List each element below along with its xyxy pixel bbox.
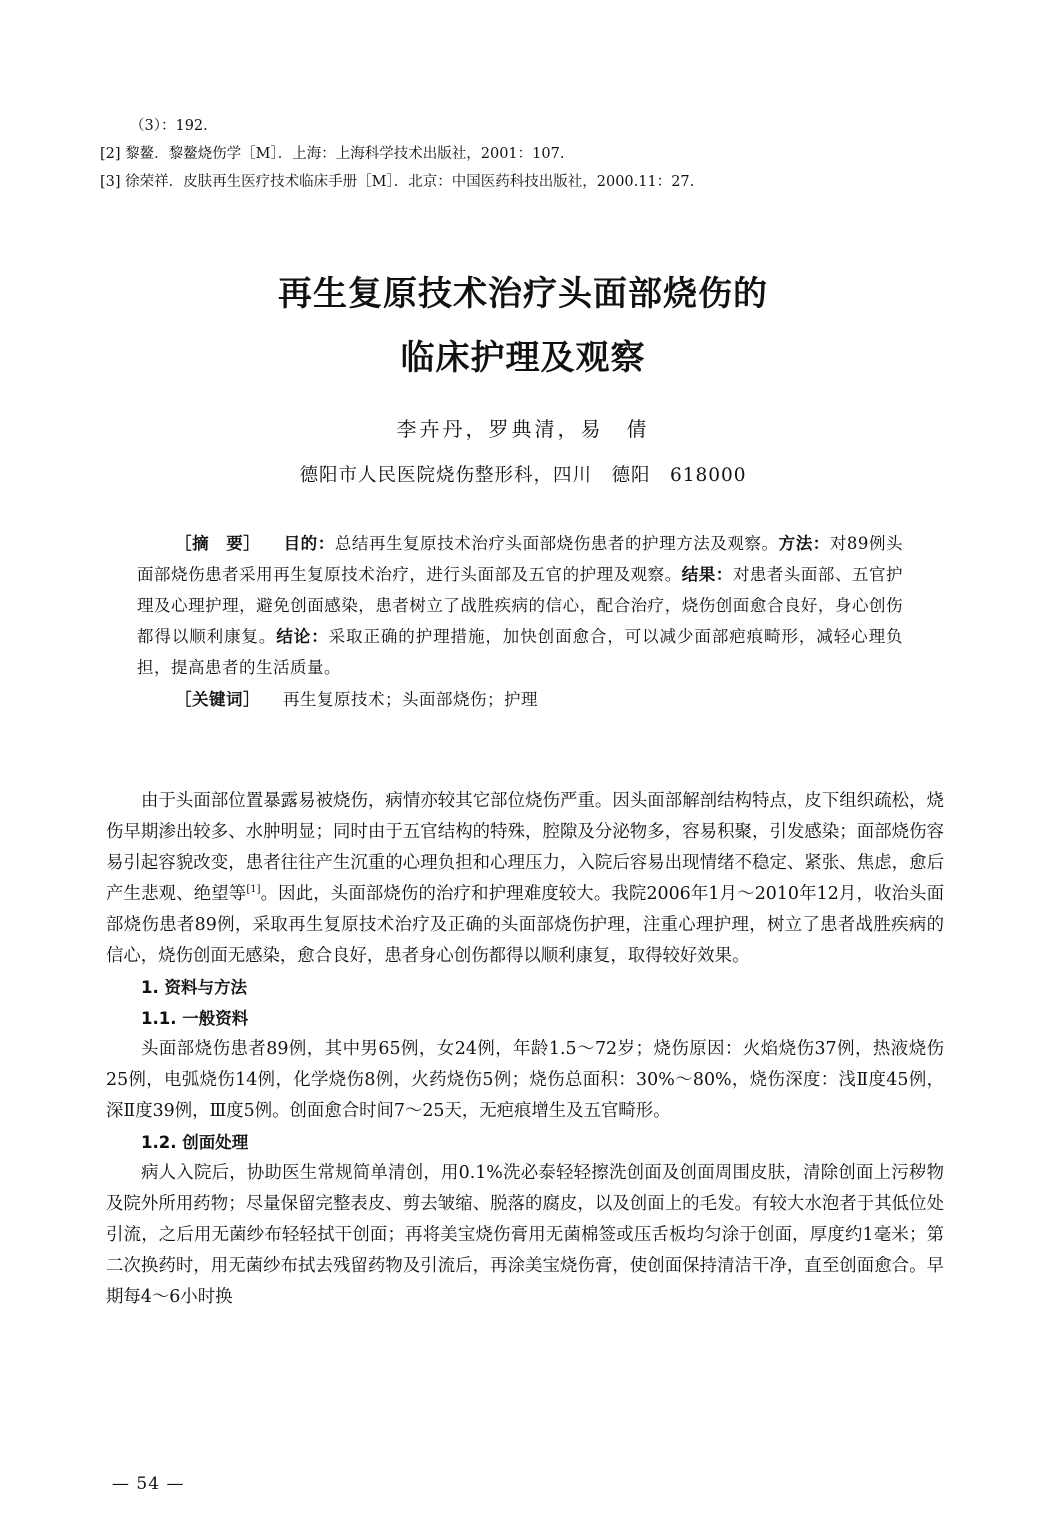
article-title-line-2: 临床护理及观察 xyxy=(400,338,646,378)
reference-list xyxy=(100,112,960,196)
results-text: 对患者头面部、五官护理及心理护理，避免创面感染，患者树立了战胜疾病的信心，配合治疗，烧伤创面愈合良好，身心创伤都得以顺利康复。 xyxy=(137,565,904,646)
wound-care-paragraph: 病人入院后，协助医生常规简单清创，用0.1%洗必泰轻轻擦洗创面及创面周围皮肤，清除创面上污秽物及院外所用药物；尽量保留完整表皮、剪去皱缩、脱落的腐皮，以及创面上的毛发。有较大水泡者于其低位处引流，之后用无菌纱布轻轻拭干创面；再将美宝烧伤膏用无菌棉签或压舌板均匀涂于创面，厚度约1毫米；第二次换药时，用无菌纱布拭去残留药物及引流后，再涂美宝烧伤膏，使创面保持清洁干净，直至创面愈合。早期每4～6小时换 xyxy=(106,1163,944,1307)
methods-label: 方法： xyxy=(778,534,830,553)
conclusion-text: 采取正确的护理措施，加快创面愈合，可以减少面部疤痕畸形，减轻心理负担，提高患者的生活质量。 xyxy=(137,627,904,677)
objective-label: 目的： xyxy=(283,534,335,553)
affiliation: 德阳市人民医院烧伤整形科，四川 德阳 618000 xyxy=(299,465,747,486)
intro-text: 由于头面部位置暴露易被烧伤，病情亦较其它部位烧伤严重。因头面部解剖结构特点，皮下组织疏松，烧伤早期渗出较多、水肿明显；同时由于五官结构的特殊，腔隙及分泌物多，容易积聚，引发感染；面部烧伤容易引起容貌改变，患者往往产生沉重的心理负担和心理压力，入院后容易出现情绪不稳定、紧张、焦虑，愈后产生悲观、绝望等 xyxy=(106,791,944,904)
abstract-label: ［摘 要］ xyxy=(175,534,261,553)
keywords xyxy=(137,684,903,715)
author-list: 李卉丹，罗典清，易 倩 xyxy=(396,417,650,441)
article-body xyxy=(106,786,944,1313)
subsection-heading: 1.2. 创面处理 xyxy=(141,1133,249,1152)
intro-paragraph xyxy=(106,786,944,972)
citation: [1] xyxy=(246,884,261,896)
keywords-text: 再生复原技术；头面部烧伤；护理 xyxy=(282,690,538,709)
section-heading: 1. 资料与方法 xyxy=(141,978,247,997)
results-label: 结果： xyxy=(681,565,733,584)
intro-text-rest: 。因此，头面部烧伤的治疗和护理难度较大。我院2006年1月～2010年12月，收治头面部烧伤患者89例，采取再生复原技术治疗及正确的头面部烧伤护理，注重心理护理，树立了患者战胜疾病的信心，烧伤创面无感染，愈合良好，患者身心创伤都得以顺利康复，取得较好效果。 xyxy=(106,884,944,966)
objective-text: 总结再生复原技术治疗头面部烧伤患者的护理方法及观察。 xyxy=(334,534,779,553)
keywords-label: ［关键词］ xyxy=(175,690,260,709)
page-number: — 54 — xyxy=(112,1474,185,1494)
conclusion-label: 结论： xyxy=(276,627,329,646)
abstract-body xyxy=(137,528,903,683)
reference-item: （3）：192. xyxy=(130,118,208,134)
subsection-heading: 1.1. 一般资料 xyxy=(141,1009,249,1028)
methods-text: 对89例头面部烧伤患者采用再生复原技术治疗，进行头面部及五官的护理及观察。 xyxy=(137,534,904,584)
article-title-line-1: 再生复原技术治疗头面部烧伤的 xyxy=(278,274,768,314)
reference-item: [2] 黎鳌．黎鳌烧伤学［M］．上海：上海科学技术出版社，2001：107. xyxy=(100,146,565,162)
reference-item: [3] 徐荣祥．皮肤再生医疗技术临床手册［M］．北京：中国医药科技出版社，2000.11：27. xyxy=(100,174,695,190)
abstract xyxy=(137,528,903,715)
general-data-paragraph: 头面部烧伤患者89例，其中男65例，女24例，年龄1.5～72岁；烧伤原因：火焰烧伤37例，热液烧伤25例，电弧烧伤14例，化学烧伤8例，火药烧伤5例；烧伤总面积：30%～80%，烧伤深度：浅Ⅱ度45例，深Ⅱ度39例，Ⅲ度5例。创面愈合时间7～25天，无疤痕增生及五官畸形。 xyxy=(106,1039,944,1121)
